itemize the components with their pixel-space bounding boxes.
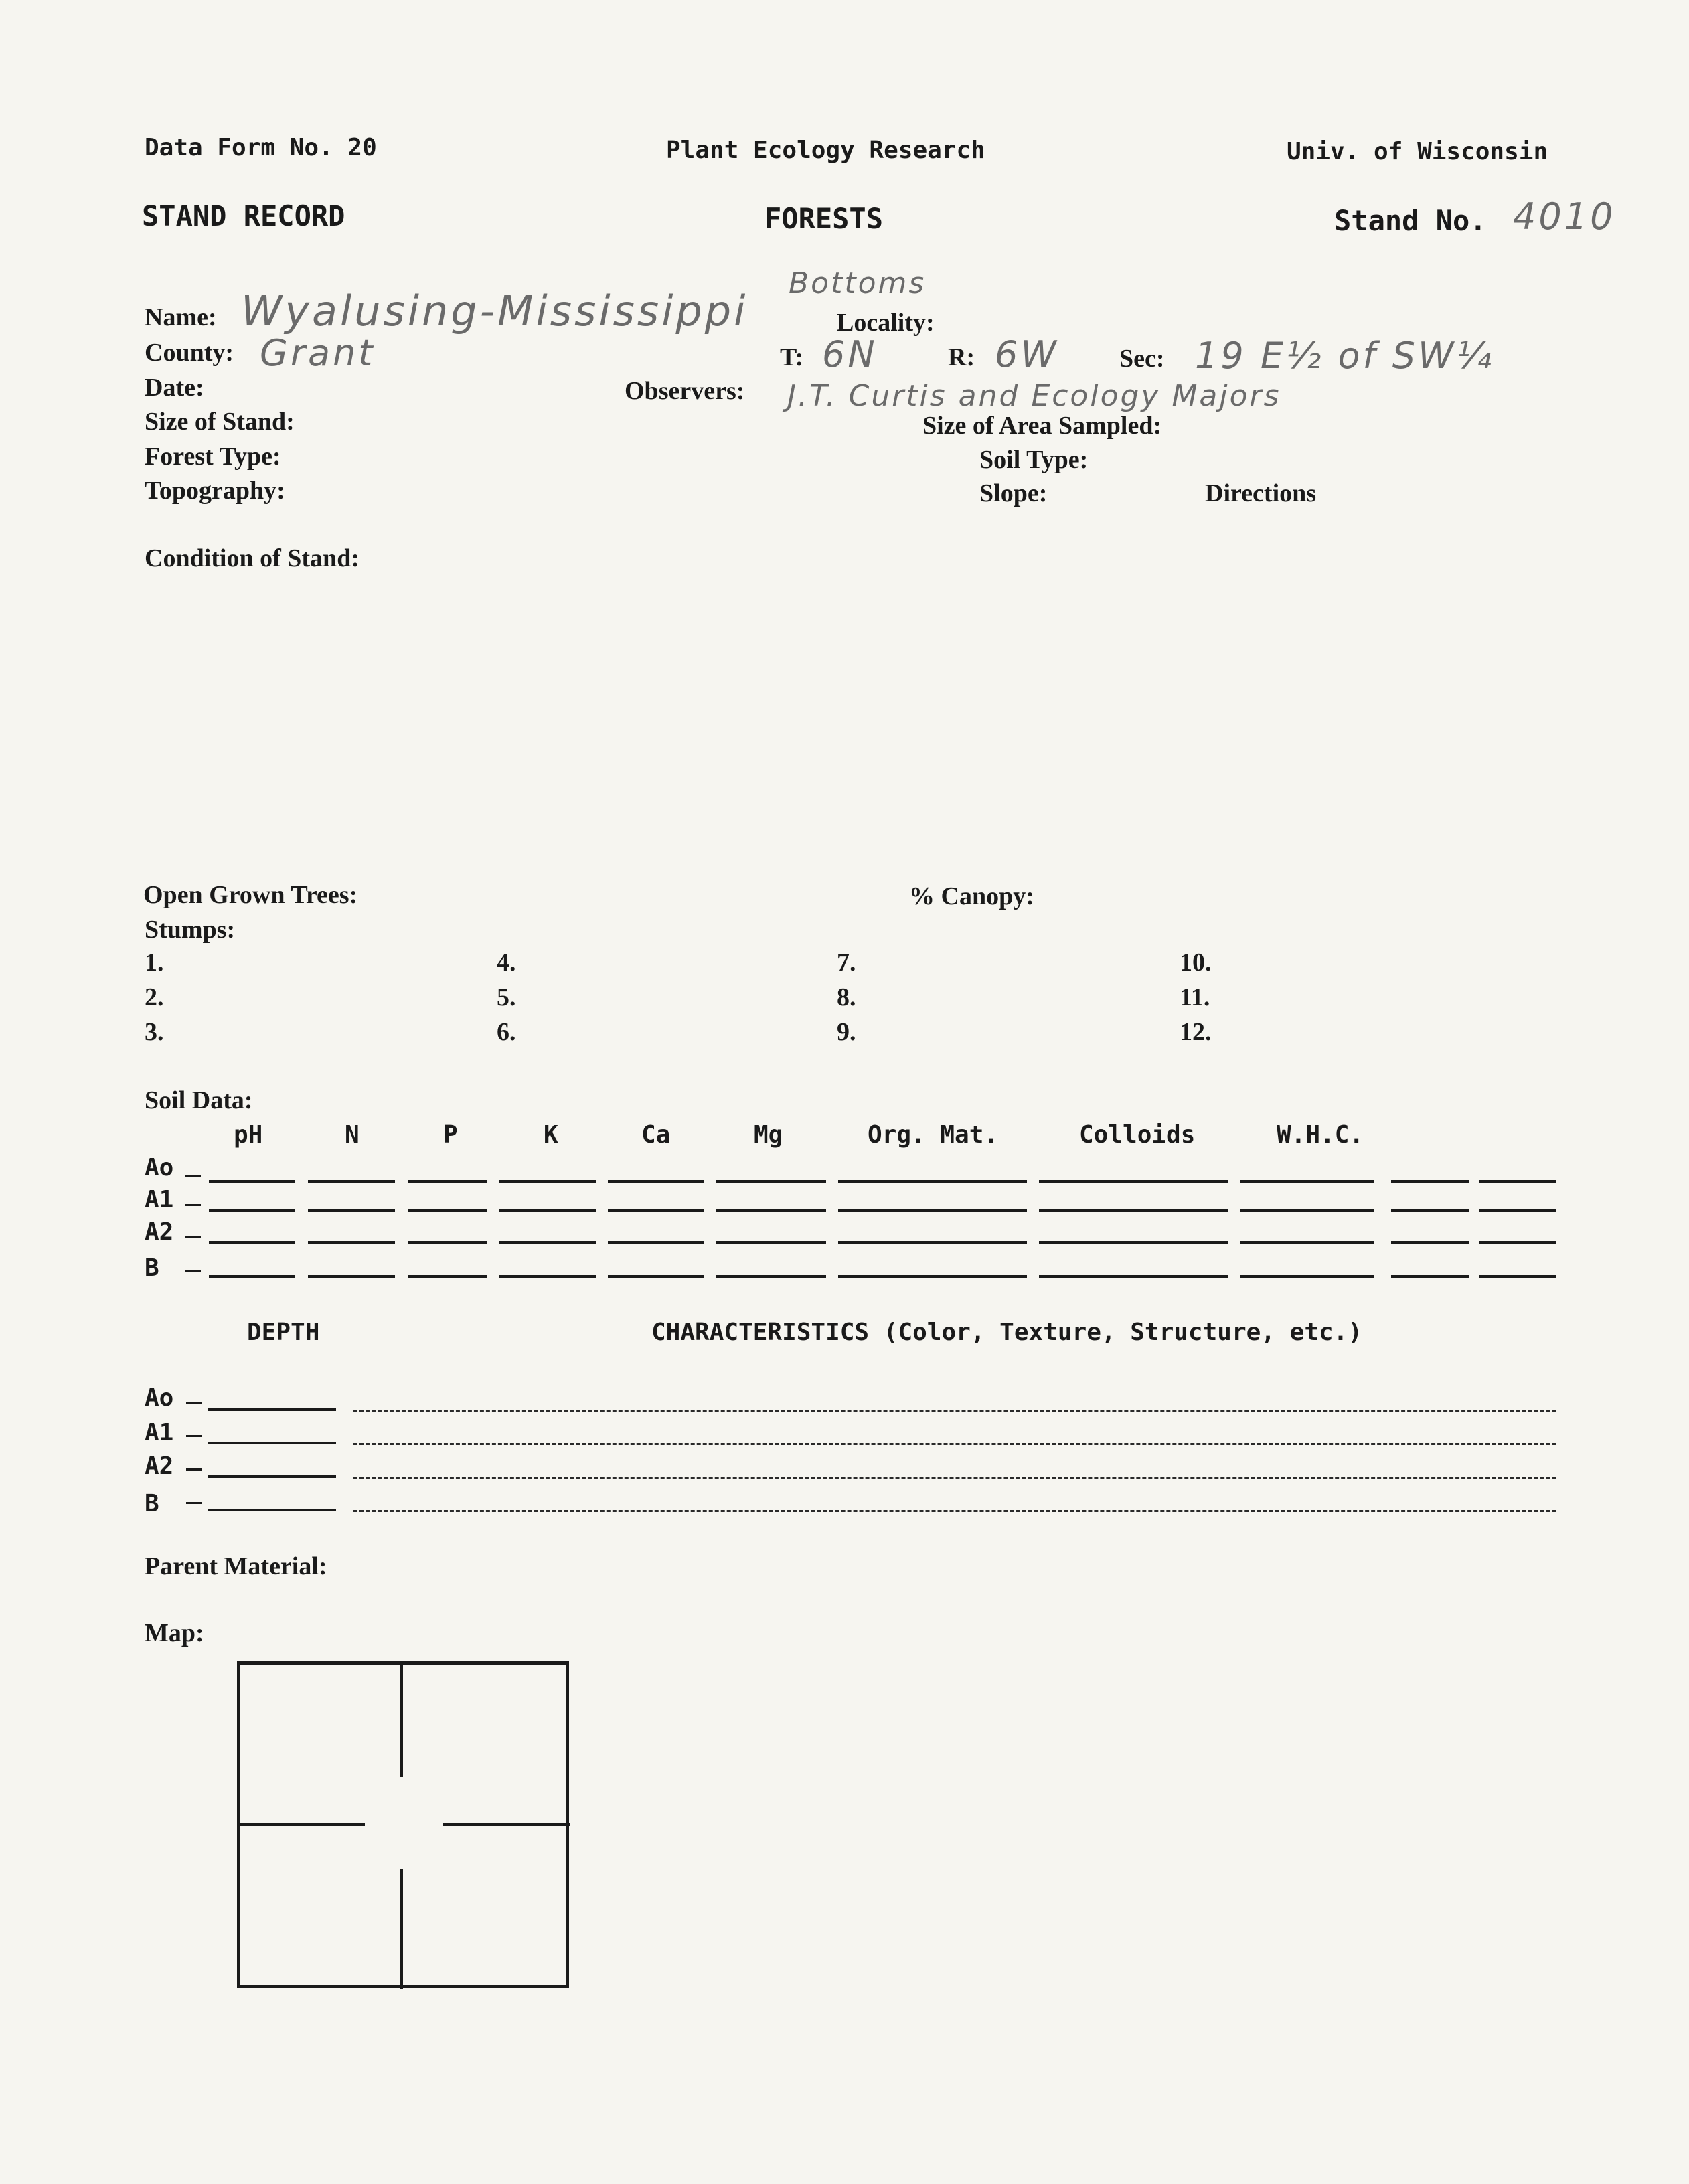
soil-blank-line xyxy=(608,1209,704,1212)
horizon-label: Ao xyxy=(145,1384,174,1412)
open-grown-label: Open Grown Trees: xyxy=(143,881,358,909)
map-label: Map: xyxy=(145,1619,204,1647)
soil-blank-line xyxy=(838,1209,1027,1212)
soil-col-header: W.H.C. xyxy=(1277,1121,1364,1149)
depth-blank-line xyxy=(208,1475,336,1478)
stump-item: 8. xyxy=(837,983,856,1011)
forest-type-label: Forest Type: xyxy=(145,442,281,471)
stump-item: 10. xyxy=(1180,948,1212,977)
soil-blank-line xyxy=(1479,1180,1556,1183)
soil-blank-line xyxy=(308,1275,395,1278)
section-value: 19 E½ of SW¼ xyxy=(1195,335,1494,377)
date-label: Date: xyxy=(145,373,204,402)
soil-blank-line xyxy=(608,1275,704,1278)
slope-label: Slope: xyxy=(979,479,1048,507)
depth-row-leader xyxy=(186,1502,202,1504)
soil-row-label: A2 xyxy=(145,1218,174,1246)
depth-row-leader xyxy=(186,1468,202,1471)
soil-blank-line xyxy=(1391,1180,1469,1183)
soil-blank-line xyxy=(1039,1180,1228,1183)
depth-blank-line xyxy=(208,1442,336,1444)
soil-col-header: Colloids xyxy=(1079,1121,1196,1149)
soil-blank-line xyxy=(408,1209,487,1212)
characteristics-dashed-line xyxy=(353,1410,1556,1412)
map-divider xyxy=(240,1823,365,1826)
soil-blank-line xyxy=(1039,1241,1228,1244)
range-value: 6W xyxy=(995,333,1059,375)
characteristics-dashed-line xyxy=(353,1477,1556,1479)
soil-blank-line xyxy=(209,1241,295,1244)
stump-item: 11. xyxy=(1180,983,1210,1011)
soil-row-label: Ao xyxy=(145,1154,174,1181)
map-box xyxy=(237,1661,569,1988)
characteristics-header: CHARACTERISTICS (Color, Texture, Structure, etc.) xyxy=(651,1319,1363,1346)
soil-blank-line xyxy=(838,1275,1027,1278)
name-value-continued: Bottoms xyxy=(789,266,927,301)
soil-data-title: Soil Data: xyxy=(145,1086,253,1114)
soil-blank-line xyxy=(716,1275,826,1278)
soil-blank-line xyxy=(209,1209,295,1212)
soil-type-label: Soil Type: xyxy=(979,446,1089,474)
map-divider xyxy=(400,1869,403,1989)
stump-item: 4. xyxy=(497,948,516,977)
soil-blank-line xyxy=(838,1180,1027,1183)
size-of-stand-label: Size of Stand: xyxy=(145,408,295,436)
soil-blank-line xyxy=(1479,1209,1556,1212)
soil-row-label: A1 xyxy=(145,1186,174,1213)
soil-blank-line xyxy=(408,1180,487,1183)
soil-blank-line xyxy=(1240,1241,1374,1244)
stump-item: 5. xyxy=(497,983,516,1011)
range-label: R: xyxy=(948,343,975,371)
soil-blank-line xyxy=(838,1241,1027,1244)
category-title: FORESTS xyxy=(765,202,884,235)
soil-blank-line xyxy=(408,1241,487,1244)
soil-col-header: Org. Mat. xyxy=(868,1121,999,1149)
soil-blank-line xyxy=(1240,1275,1374,1278)
size-of-area-label: Size of Area Sampled: xyxy=(922,412,1162,440)
soil-blank-line xyxy=(1391,1275,1469,1278)
depth-row-leader xyxy=(186,1402,202,1404)
stump-item: 9. xyxy=(837,1018,856,1046)
soil-blank-line xyxy=(716,1209,826,1212)
soil-blank-line xyxy=(499,1241,596,1244)
stumps-label: Stumps: xyxy=(145,916,236,944)
canopy-label: % Canopy: xyxy=(909,882,1034,910)
soil-blank-line xyxy=(1391,1209,1469,1212)
stand-no-label: Stand No. xyxy=(1334,204,1487,237)
horizon-label: A1 xyxy=(145,1419,174,1446)
map-divider xyxy=(443,1823,570,1826)
soil-blank-line xyxy=(608,1180,704,1183)
soil-col-header: P xyxy=(443,1121,458,1149)
stump-item: 12. xyxy=(1180,1018,1212,1046)
condition-label: Condition of Stand: xyxy=(145,544,359,572)
horizon-label: B xyxy=(145,1490,159,1517)
county-value: Grant xyxy=(260,332,376,374)
soil-col-header: pH xyxy=(234,1121,263,1149)
directions-label: Directions xyxy=(1205,479,1317,507)
research-title: Plant Ecology Research xyxy=(666,137,985,164)
soil-row-label: B xyxy=(145,1254,159,1282)
depth-header: DEPTH xyxy=(247,1319,320,1346)
soil-col-header: Ca xyxy=(641,1121,671,1149)
university-name: Univ. of Wisconsin xyxy=(1287,138,1548,165)
stand-no-value: 4010 xyxy=(1513,195,1616,238)
soil-row-leader xyxy=(185,1175,201,1177)
soil-blank-line xyxy=(308,1241,395,1244)
stump-item: 6. xyxy=(497,1018,516,1046)
soil-blank-line xyxy=(209,1180,295,1183)
soil-blank-line xyxy=(1479,1275,1556,1278)
map-divider xyxy=(400,1665,403,1777)
stump-item: 7. xyxy=(837,948,856,977)
soil-blank-line xyxy=(1039,1209,1228,1212)
name-value: Wyalusing-Mississippi xyxy=(241,286,748,335)
soil-blank-line xyxy=(1039,1275,1228,1278)
soil-blank-line xyxy=(499,1180,596,1183)
soil-blank-line xyxy=(1240,1209,1374,1212)
soil-row-leader xyxy=(185,1270,201,1272)
observers-value: J.T. Curtis and Ecology Majors xyxy=(787,379,1281,413)
depth-blank-line xyxy=(208,1509,336,1511)
name-label: Name: xyxy=(145,303,217,331)
locality-label: Locality: xyxy=(837,309,935,337)
observers-label: Observers: xyxy=(625,377,745,405)
township-label: T: xyxy=(780,343,804,371)
soil-blank-line xyxy=(1391,1241,1469,1244)
soil-blank-line xyxy=(1479,1241,1556,1244)
characteristics-dashed-line xyxy=(353,1443,1556,1445)
soil-row-leader xyxy=(185,1236,201,1238)
stump-item: 1. xyxy=(145,948,164,977)
depth-row-leader xyxy=(186,1435,202,1437)
soil-blank-line xyxy=(1240,1180,1374,1183)
soil-blank-line xyxy=(716,1180,826,1183)
stump-item: 2. xyxy=(145,983,164,1011)
soil-col-header: N xyxy=(345,1121,359,1149)
form-number: Data Form No. 20 xyxy=(145,134,377,161)
soil-col-header: K xyxy=(544,1121,558,1149)
soil-blank-line xyxy=(716,1241,826,1244)
horizon-label: A2 xyxy=(145,1452,174,1480)
soil-blank-line xyxy=(499,1275,596,1278)
soil-col-header: Mg xyxy=(754,1121,783,1149)
soil-blank-line xyxy=(499,1209,596,1212)
township-value: 6N xyxy=(822,333,878,375)
soil-row-leader xyxy=(185,1204,201,1206)
stump-item: 3. xyxy=(145,1018,164,1046)
soil-blank-line xyxy=(308,1180,395,1183)
soil-blank-line xyxy=(209,1275,295,1278)
soil-blank-line xyxy=(608,1241,704,1244)
parent-material-label: Parent Material: xyxy=(145,1552,327,1580)
soil-blank-line xyxy=(408,1275,487,1278)
record-title: STAND RECORD xyxy=(142,199,345,232)
depth-blank-line xyxy=(208,1408,336,1411)
soil-blank-line xyxy=(308,1209,395,1212)
county-label: County: xyxy=(145,339,234,367)
section-label: Sec: xyxy=(1119,345,1165,373)
topography-label: Topography: xyxy=(145,477,285,505)
characteristics-dashed-line xyxy=(353,1510,1556,1512)
